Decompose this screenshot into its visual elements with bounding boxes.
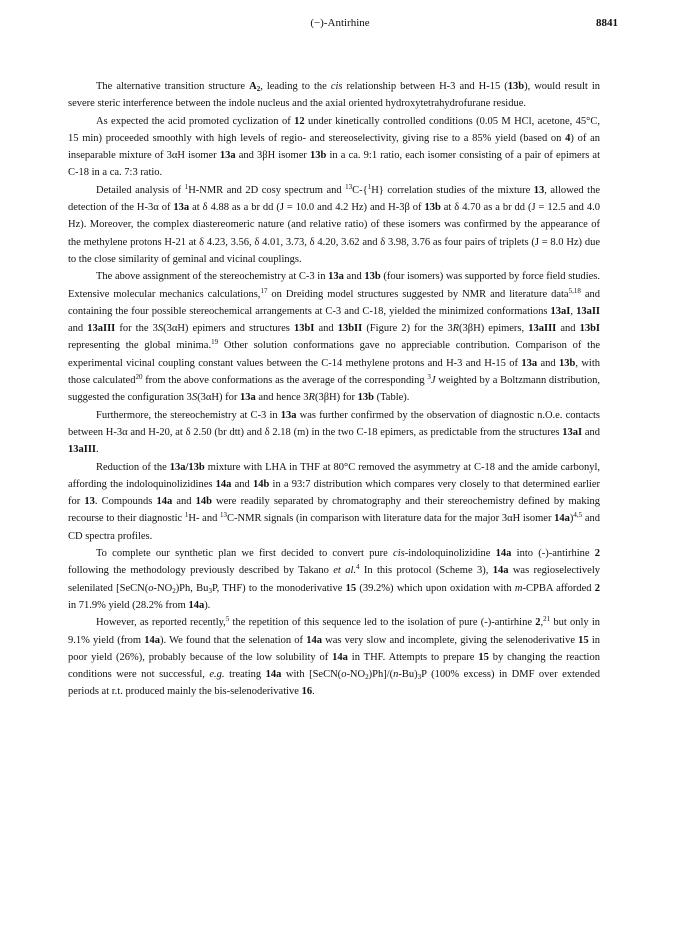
paragraph: The alternative transition structure $A_2$, leading to the cis relationship between H-3 and H-15 (13b), would result in severe steric interference between the indole nucleus and the axial oriented hydroxytetrahydrofurane residue. [68, 81, 601, 110]
paragraph: Reduction of the 13a/13b mixture with LHA in THF at 80°C removed the asymmetry at C-18 and the amide carbonyl, affording the indoloquinolizidines 14a and 14b in a 93:7 distribution which compares very closely to that determined earlier for 13. Compounds 14a and 14b were readily separated by chromatography and their stereochemistry defined by making recourse to their diagnostic $^1$H- and $^{13}$C-NMR signals (in comparison with literature data for the major 3αH isomer 14a)$^{4,5}$ and CD spectra profiles. [68, 461, 601, 542]
paragraph: However, as reported recently,$^5$ the repetition of this sequence led to the isolation of pure (-)-antirhine 2,21 but only in 9.1% yield (from 14a). We found that the selenation of 14a was very slow and incomplete, giving the selenoderivative 15 in poor yield (26%), probably because of the low solubility of 14a in THF. Attempts to prepare 15 by changing the reaction conditions were not successful, e.g. treating 14a with $[SeCN(o-NO_2)Ph]/(n-Bu)_3P$ (100% excess) in DMF over extended periods at r.t. produced mainly the bis-selenoderivative 16. [68, 615, 601, 698]
page-number: 8841 [596, 17, 618, 29]
running-title: (−)-Antirhine [310, 17, 370, 29]
paragraph: Detailed analysis of $^1$H-NMR and 2D cosy spectrum and $^{13}$C-{$^1$H} correlation studies of the mixture 13, allowed the detection of the H-3α of 13a at δ 4.88 as a br dd (J = 10.0 and 4.2 Hz) and H-3β of 13b at δ 4.70 as a br dd (J = 12.5 and 4.0 Hz). Moreover, the complex diastereomeric nature (and relative ratio) of these isomers was confirmed by the appearance of the methylene protons H-21 at δ 4.23, 3.56, δ 4.01, 3.73, δ 4.20, 3.62 and δ 3.98, 3.76 as four pairs of triplets (J = 8.0 Hz) due to the close similarity of geminal and vicinal couplings. [68, 182, 601, 265]
paragraph: The above assignment of the stereochemistry at C-3 in 13a and 13b (four isomers) was supported by force field studies. Extensive molecular mechanics calculations,$^{17}$ on Dreiding model structures suggested by NMR and literature data$^{5,18}$ and containing the four possible stereochemical arrangements at C-3 and C-18, yielded the minimized conformations 13aI, 13aII and 13aIII for the 3S(3αH) epimers and structures 13bI and 13bII (Figure 2) for the 3R(3βH) epimers, 13aIII and 13bI representing the global minima.$^{19}$ Other solution conformations gave no appreciable contribution. Comparison of the experimental vicinal coupling constant values between the C-14 methylene protons and H-3 and H-15 of 13a and 13b, with those calculated$^{20}$ from the above conformations as the average of the corresponding $^3$J weighted by a Boltzmann distribution, suggested the configuration 3S(3αH) for 13a and hence 3R(3βH) for 13b (Table). [68, 271, 601, 404]
paragraph: As expected the acid promoted cyclization of 12 under kinetically controlled conditions (0.05 M HCl, acetone, 45°C, 15 min) proceeded smoothly with high levels of regio- and stereoselectivity, giving rise to a 85% yield (based on 4) of an inseparable mixture of 3αH isomer 13a and 3βH isomer 13b in a ca. 9:1 ratio, each isomer consisting of a pair of epimers at C-18 in a ca. 7:3 ratio. [68, 115, 601, 179]
page-header [62, 17, 618, 33]
body-text [68, 78, 600, 701]
paragraph: Furthermore, the stereochemistry at C-3 in 13a was further confirmed by the observation of diagnostic n.O.e. contacts between H-3α and H-20, at δ 2.50 (br dtt) and δ 2.18 (m) in the two C-18 epimers, as predictable from the structures 13aI and 13aIII. [68, 409, 600, 456]
paragraph: To complete our synthetic plan we first decided to convert pure cis-indoloquinolizidine 14a into (-)-antirhine 2 following the methodology previously described by Takano et al.$^4$ In this protocol (Scheme 3), 14a was regioselectively selenilated [$SeCN(o-NO_2)Ph$, $Bu_3P$, THF) to the monoderivative 15 (39.2%) which upon oxidation with m-CPBA afforded 2 in 71.9% yield (28.2% from 14a). [68, 548, 601, 611]
